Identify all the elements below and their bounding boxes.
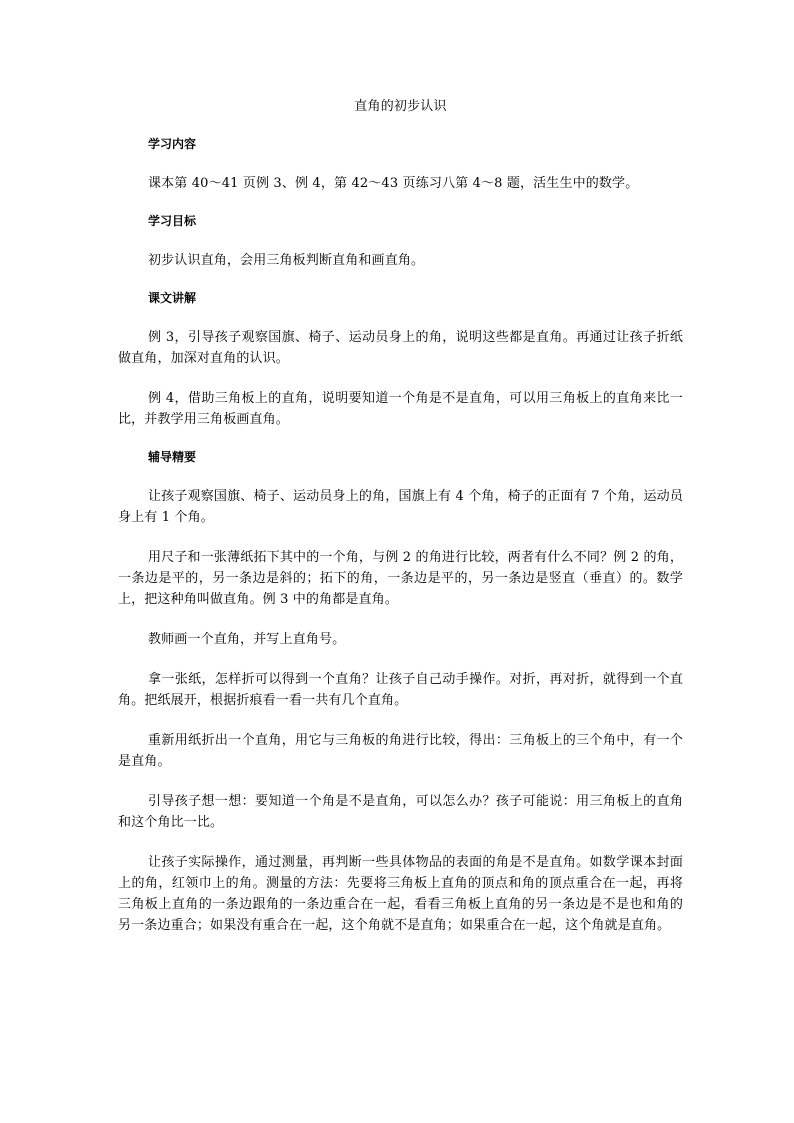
- paragraph: 让孩子观察国旗、椅子、运动员身上的角，国旗上有 4 个角，椅子的正面有 7 个角，运动员身上有 1 个角。: [118, 489, 683, 525]
- paragraph: 例 3，引导孩子观察国旗、椅子、运动员身上的角，说明这些都是直角。再通过让孩子折纸做直角，加深对直角的认识。: [118, 330, 683, 366]
- section-heading-lesson-explanation: 课文讲解: [148, 291, 197, 305]
- section-heading-learning-goals: 学习目标: [148, 214, 197, 228]
- paragraph: 初步认识直角，会用三角板判断直角和画直角。: [148, 253, 425, 268]
- paragraph: 课本第 40～41 页例 3、例 4，第 42～43 页练习八第 4～8 题，活生生中的数学。: [148, 176, 639, 191]
- paragraph: 例 4，借助三角板上的直角，说明要知道一个角是不是直角，可以用三角板上的直角来比一比，并教学用三角板画直角。: [118, 391, 683, 427]
- section-heading-learning-content: 学习内容: [148, 137, 197, 151]
- paragraph: 引导孩子想一想：要知道一个角是不是直角，可以怎么办？孩子可能说：用三角板上的直角和这个角比一比。: [118, 794, 683, 830]
- paragraph: 重新用纸折出一个直角，用它与三角板的角进行比较，得出：三角板上的三个角中，有一个是直角。: [118, 733, 683, 769]
- document-title: 直角的初步认识: [354, 99, 447, 114]
- paragraph: 拿一张纸，怎样折可以得到一个直角？让孩子自己动手操作。对折，再对折，就得到一个直角。把纸展开，根据折痕看一看一共有几个直角。: [118, 672, 683, 708]
- paragraph: 教师画一个直角，并写上直角号。: [148, 632, 346, 647]
- paragraph: 用尺子和一张薄纸拓下其中的一个角，与例 2 的角进行比较，两者有什么不同？例 2 的角，一条边是平的，另一条边是斜的；拓下的角，一条边是平的，另一条边是竖直（垂直）的。数学上，把这种角叫做直角。例 3 中的角都是直角。: [118, 550, 683, 607]
- paragraph: 让孩子实际操作，通过测量，再判断一些具体物品的表面的角是不是直角。如数学课本封面上的角，红领巾上的角。测量的方法：先要将三角板上直角的顶点和角的顶点重合在一起，再将三角板上直角的一条边跟角的一条边重合在一起，看看三角板上直角的另一条边是不是也和角的另一条边重合；如果没有重合在一起，这个角就不是直角；如果重合在一起，这个角就是直角。: [118, 855, 683, 933]
- section-heading-tutoring-essentials: 辅导精要: [148, 450, 197, 464]
- document-body: [118, 98, 683, 955]
